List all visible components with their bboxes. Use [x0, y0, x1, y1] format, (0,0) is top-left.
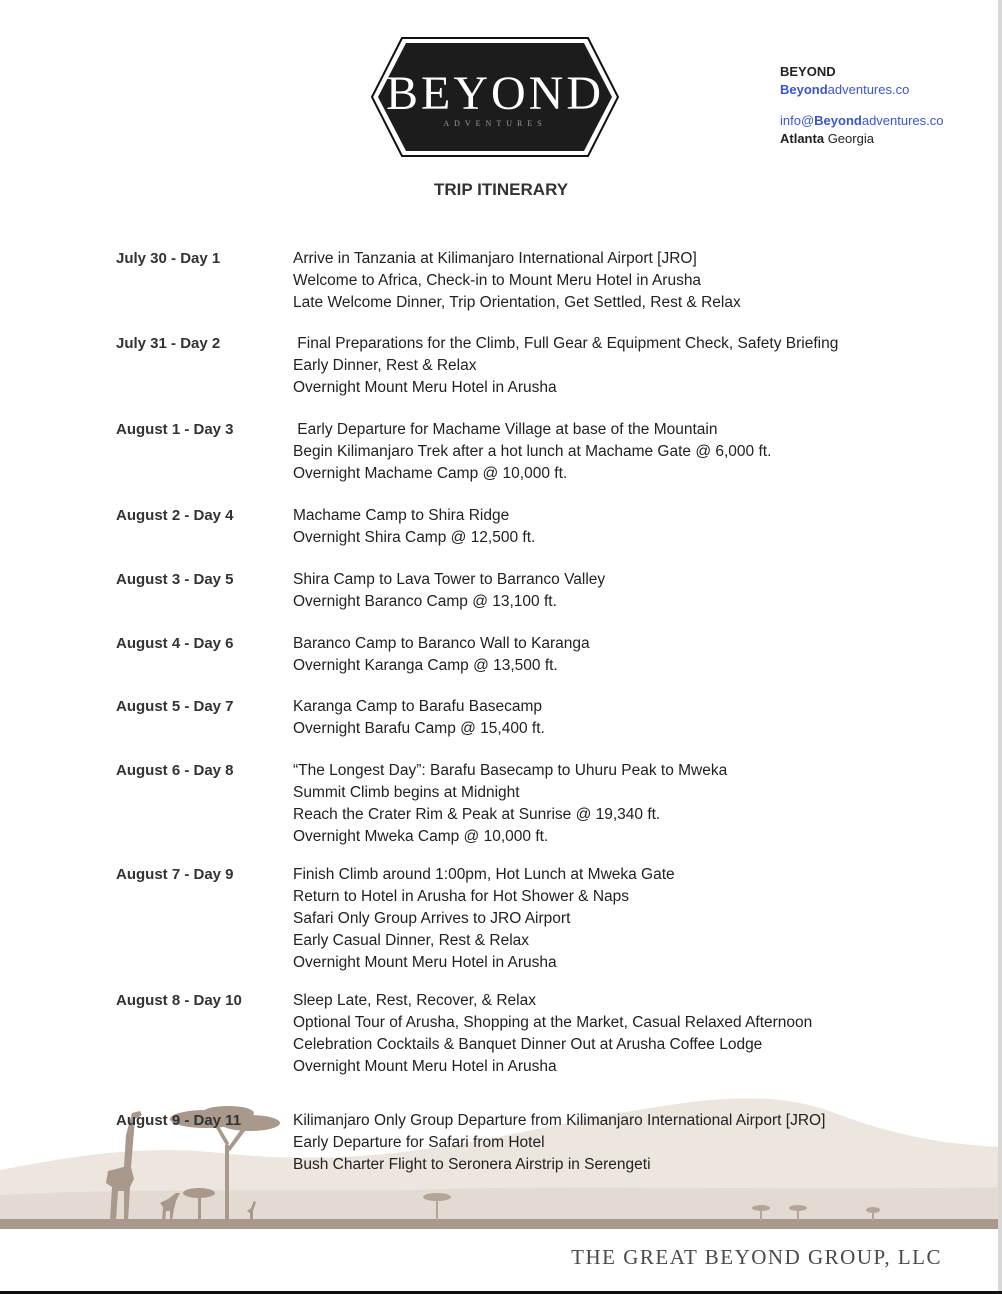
day-details [293, 505, 535, 549]
day-details [293, 990, 812, 1078]
day-label: August 6 - Day 8 [116, 762, 234, 779]
day-line: Overnight Barafu Camp @ 15,400 ft. [293, 720, 545, 737]
website-link[interactable] [780, 81, 944, 99]
day-details [293, 696, 545, 740]
day-line: Bush Charter Flight to Seronera Airstrip in Serengeti [293, 1156, 651, 1173]
email-prefix: info@ [780, 113, 815, 128]
day-line: Summit Climb begins at Midnight [293, 784, 520, 801]
day-label: August 9 - Day 11 [116, 1112, 242, 1129]
day-line: Shira Camp to Lava Tower to Barranco Valley [293, 571, 606, 588]
day-details [293, 569, 605, 613]
day-line: Return to Hotel in Arusha for Hot Shower & Naps [293, 888, 629, 905]
day-label: August 8 - Day 10 [116, 992, 242, 1009]
day-details [293, 633, 590, 677]
day-line: Reach the Crater Rim & Peak at Sunrise @ 19,340 ft. [293, 806, 661, 823]
day-label: August 2 - Day 4 [116, 507, 234, 524]
logo-wordmark: BEYOND [386, 67, 604, 120]
day-line: Late Welcome Dinner, Trip Orientation, Get Settled, Rest & Relax [293, 294, 741, 311]
day-line: Overnight Machame Camp @ 10,000 ft. [293, 465, 568, 482]
day-label: July 30 - Day 1 [116, 250, 221, 267]
day-label: August 5 - Day 7 [116, 698, 234, 715]
beyond-logo [370, 36, 620, 158]
day-line: Welcome to Africa, Check-in to Mount Meru Hotel in Arusha [293, 272, 702, 289]
day-line: Overnight Shira Camp @ 12,500 ft. [293, 529, 536, 546]
day-line: Finish Climb around 1:00pm, Hot Lunch at Mweka Gate [293, 866, 675, 883]
day-line: Begin Kilimanjaro Trek after a hot lunch at Machame Gate @ 6,000 ft. [293, 443, 772, 460]
day-label: July 31 - Day 2 [116, 335, 221, 352]
page-title: TRIP ITINERARY [433, 180, 569, 199]
day-label: August 7 - Day 9 [116, 866, 234, 883]
contact-block [780, 63, 944, 148]
day-line: Final Preparations for the Climb, Full Gear & Equipment Check, Safety Briefing [293, 335, 839, 352]
location-state: Georgia [827, 131, 874, 146]
email-link[interactable] [780, 112, 944, 130]
day-details [293, 864, 675, 974]
day-line: Early Departure for Safari from Hotel [293, 1134, 545, 1151]
day-details [293, 248, 741, 314]
day-line: Optional Tour of Arusha, Shopping at the Market, Casual Relaxed Afternoon [293, 1014, 813, 1031]
day-line: Overnight Mount Meru Hotel in Arusha [293, 1058, 557, 1075]
day-details [293, 1110, 825, 1176]
email-rest: adventures.co [861, 113, 944, 128]
location-city: Atlanta [780, 131, 825, 146]
logo-subtitle: ADVENTURES [443, 119, 547, 128]
website-rest: adventures.co [827, 82, 910, 97]
day-label: August 3 - Day 5 [116, 571, 234, 588]
company-name: BEYOND [780, 64, 836, 79]
day-line: Overnight Baranco Camp @ 13,100 ft. [293, 593, 557, 610]
day-line: Celebration Cocktails & Banquet Dinner Out at Arusha Coffee Lodge [293, 1036, 763, 1053]
website-bold: Beyond [780, 82, 828, 97]
day-line: Safari Only Group Arrives to JRO Airport [293, 910, 571, 927]
day-line: Early Casual Dinner, Rest & Relax [293, 932, 530, 949]
day-details [293, 333, 838, 399]
location [780, 130, 944, 148]
email-bold: Beyond [814, 113, 862, 128]
day-line: Overnight Mount Meru Hotel in Arusha [293, 379, 557, 396]
day-details [293, 419, 771, 485]
day-line: Machame Camp to Shira Ridge [293, 507, 510, 524]
page-edge-shadow [998, 0, 1002, 1294]
day-line: Sleep Late, Rest, Recover, & Relax [293, 992, 536, 1009]
day-line: Early Dinner, Rest & Relax [293, 357, 477, 374]
day-line: Arrive in Tanzania at Kilimanjaro International Airport [JRO] [293, 250, 697, 267]
day-label: August 1 - Day 3 [116, 421, 234, 438]
day-line: Overnight Karanga Camp @ 13,500 ft. [293, 657, 558, 674]
day-details [293, 760, 727, 848]
day-line: “The Longest Day”: Barafu Basecamp to Uhuru Peak to Mweka [293, 762, 728, 779]
day-line: Karanga Camp to Barafu Basecamp [293, 698, 542, 715]
day-line: Kilimanjaro Only Group Departure from Kilimanjaro International Airport [JRO] [293, 1112, 826, 1129]
footer-company-name: THE GREAT BEYOND GROUP, LLC [571, 1245, 942, 1269]
day-line: Baranco Camp to Baranco Wall to Karanga [293, 635, 590, 652]
day-line: Early Departure for Machame Village at base of the Mountain [293, 421, 718, 438]
day-line: Overnight Mount Meru Hotel in Arusha [293, 954, 557, 971]
day-line: Overnight Mweka Camp @ 10,000 ft. [293, 828, 549, 845]
day-label: August 4 - Day 6 [116, 635, 234, 652]
